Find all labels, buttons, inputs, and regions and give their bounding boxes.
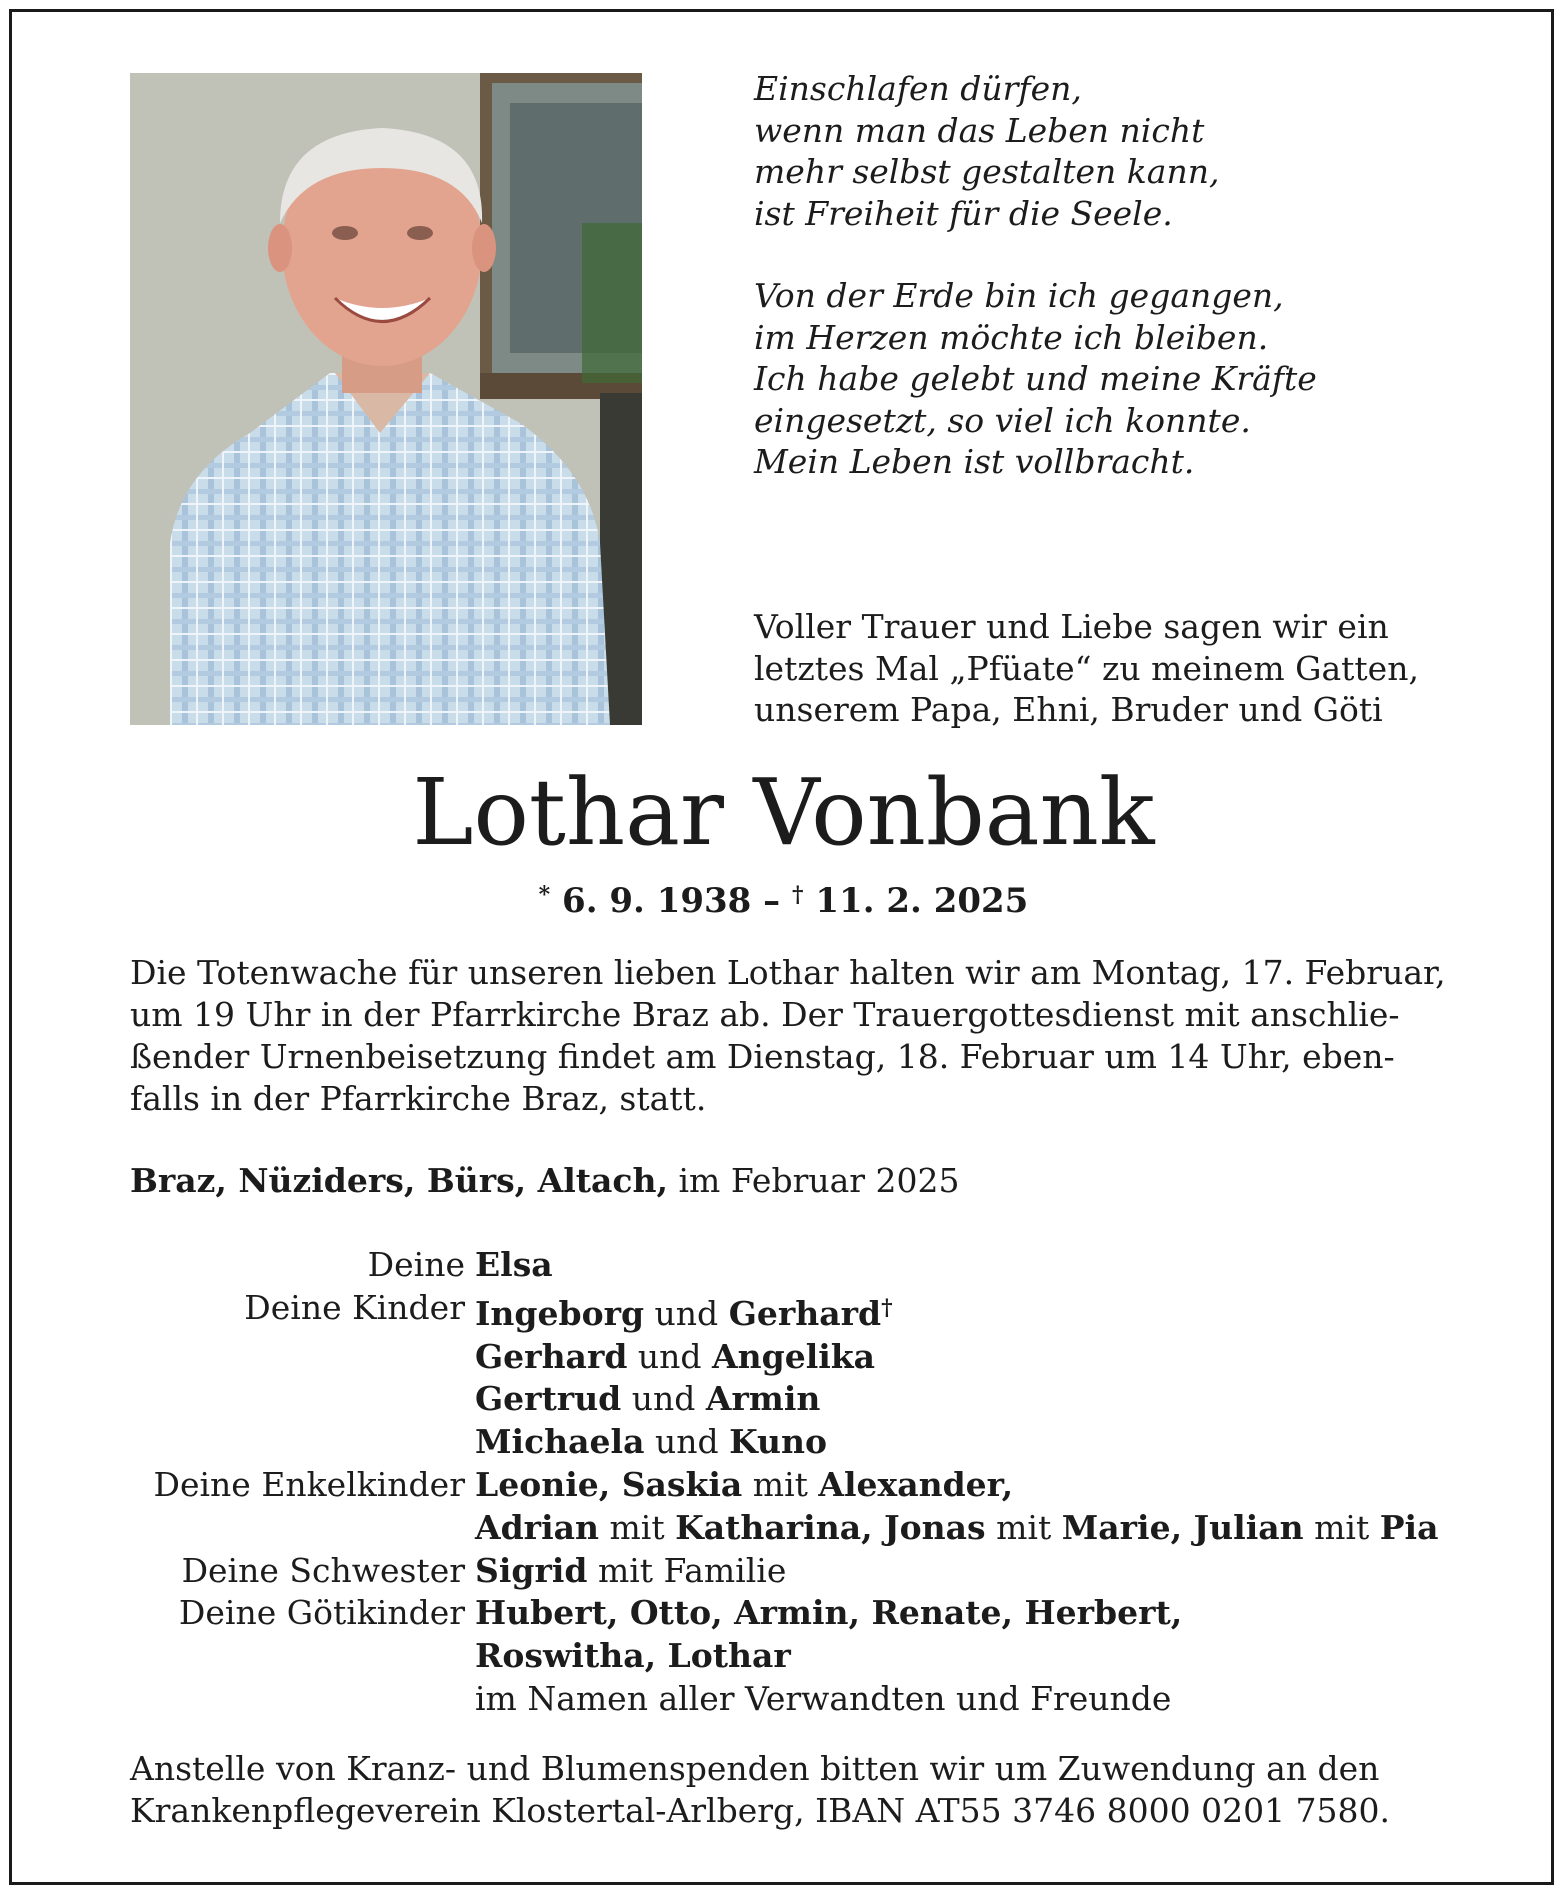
mourner-name: Gertrud bbox=[475, 1379, 622, 1419]
farewell-line: letztes Mal „Pfüate“ zu meinem Gatten, bbox=[754, 648, 1419, 688]
portrait-photo bbox=[130, 73, 642, 725]
mourner-name: Michaela bbox=[475, 1422, 645, 1462]
mourner-join: mit bbox=[609, 1507, 665, 1547]
mourner-row-godchildren-2 bbox=[90, 1635, 1490, 1678]
poem-line: wenn man das Leben nicht bbox=[754, 110, 1205, 150]
mourner-row-godchildren bbox=[90, 1592, 1490, 1635]
mourner-row-children-3 bbox=[90, 1378, 1490, 1421]
mourner-closing: im Namen aller Verwandten und Freunde bbox=[475, 1678, 1172, 1718]
mourner-name: Pia bbox=[1379, 1507, 1439, 1547]
mourner-label: Deine Schwester bbox=[181, 1550, 465, 1590]
mourner-name: Hubert, Otto, Armin, Renate, Herbert, bbox=[475, 1593, 1183, 1633]
donation-note bbox=[130, 1748, 1450, 1832]
service-info bbox=[130, 952, 1450, 1120]
mourner-name: Gerhard bbox=[475, 1336, 628, 1376]
death-date: 11. 2. 2025 bbox=[815, 881, 1029, 921]
deceased-name: Lothar Vonbank bbox=[412, 759, 1155, 866]
place-and-date bbox=[130, 1160, 960, 1202]
mourner-join: und bbox=[654, 1293, 719, 1333]
mourner-label: Deine Kinder bbox=[244, 1287, 465, 1327]
mourner-join: und bbox=[631, 1379, 696, 1419]
mourner-name: Kuno bbox=[729, 1422, 828, 1462]
place-date: im Februar 2025 bbox=[678, 1161, 960, 1200]
memorial-poem bbox=[754, 68, 1474, 524]
mourner-join: und bbox=[654, 1422, 719, 1462]
poem-stanza-1 bbox=[754, 68, 1474, 234]
poem-line: im Herzen möchte ich bleiben. bbox=[754, 317, 1269, 357]
poem-line: Ich habe gelebt und meine Kräfte bbox=[754, 359, 1317, 398]
birth-date: 6. 9. 1938 bbox=[562, 881, 752, 921]
mourner-name: Adrian bbox=[475, 1507, 599, 1547]
mourner-join: und bbox=[637, 1336, 702, 1376]
mourner-row-children bbox=[90, 1287, 1490, 1336]
mourner-row-children-2 bbox=[90, 1336, 1490, 1379]
service-line: falls in der Pfarrkirche Braz, statt. bbox=[130, 1079, 707, 1118]
poem-line: Einschlafen dürfen, bbox=[754, 69, 1082, 108]
deceased-mark: † bbox=[881, 1294, 893, 1321]
mourner-name: Armin bbox=[705, 1379, 821, 1419]
service-line: ßender Urnenbeisetzung findet am Dienstag, 18. Februar um 14 Uhr, eben- bbox=[130, 1037, 1395, 1076]
mourner-name: Ingeborg bbox=[475, 1293, 645, 1333]
mourner-name: Marie, Julian bbox=[1061, 1507, 1304, 1547]
mourner-row-wife bbox=[90, 1244, 1490, 1287]
place-towns: Braz, Nüziders, Bürs, Altach, bbox=[130, 1161, 668, 1200]
poem-line: eingesetzt, so viel ich konnte. bbox=[754, 400, 1251, 440]
mourner-name: Angelika bbox=[712, 1336, 876, 1376]
birth-symbol: * bbox=[538, 882, 551, 908]
mourner-row-children-4 bbox=[90, 1421, 1490, 1464]
mourner-name: Katharina, Jonas bbox=[675, 1507, 986, 1547]
mourner-row-sister bbox=[90, 1550, 1490, 1593]
mourner-label: Deine Götikinder bbox=[178, 1593, 465, 1633]
mourner-name: Roswitha, Lothar bbox=[475, 1636, 791, 1676]
donation-line: Krankenpflegeverein Klostertal-Arlberg, IBAN AT55 3746 8000 0201 7580. bbox=[130, 1791, 1391, 1830]
mourner-row-closing bbox=[90, 1678, 1490, 1721]
mourner-label: Deine Enkelkinder bbox=[153, 1464, 465, 1504]
mourner-join: mit bbox=[996, 1507, 1052, 1547]
life-dates bbox=[0, 874, 1567, 922]
poem-line: Mein Leben ist vollbracht. bbox=[754, 442, 1195, 481]
donation-line: Anstelle von Kranz- und Blumenspenden bitten wir um Zuwendung an den bbox=[130, 1749, 1380, 1788]
mourner-name: Leonie, Saskia bbox=[475, 1464, 743, 1504]
mourner-name: Sigrid bbox=[475, 1550, 588, 1590]
farewell-line: unserem Papa, Ehni, Bruder und Göti bbox=[754, 690, 1383, 729]
mourner-suffix: mit Familie bbox=[597, 1550, 787, 1590]
poem-line: ist Freiheit für die Seele. bbox=[754, 193, 1173, 233]
mourner-row-grandchildren bbox=[90, 1464, 1490, 1507]
mourners-list bbox=[90, 1244, 1490, 1721]
mourner-name: Elsa bbox=[475, 1245, 553, 1284]
farewell-text bbox=[754, 606, 1434, 731]
mourner-name: Gerhard bbox=[728, 1293, 882, 1333]
service-line: Die Totenwache für unseren lieben Lothar halten wir am Montag, 17. Februar, bbox=[130, 953, 1446, 992]
mourner-name: Alexander, bbox=[818, 1464, 1014, 1504]
mourner-row-grandchildren-2 bbox=[90, 1507, 1490, 1550]
farewell-line: Voller Trauer und Liebe sagen wir ein bbox=[754, 607, 1389, 646]
date-dash: – bbox=[763, 881, 781, 921]
poem-line: mehr selbst gestalten kann, bbox=[754, 152, 1220, 191]
mourner-join: mit bbox=[752, 1464, 808, 1504]
service-line: um 19 Uhr in der Pfarrkirche Braz ab. Der Trauergottesdienst mit anschlie- bbox=[130, 995, 1400, 1034]
poem-line: Von der Erde bin ich gegangen, bbox=[754, 276, 1284, 315]
mourner-join: mit bbox=[1314, 1507, 1370, 1547]
mourner-label: Deine bbox=[367, 1245, 465, 1284]
death-symbol: † bbox=[792, 882, 804, 908]
poem-stanza-2 bbox=[754, 275, 1474, 483]
